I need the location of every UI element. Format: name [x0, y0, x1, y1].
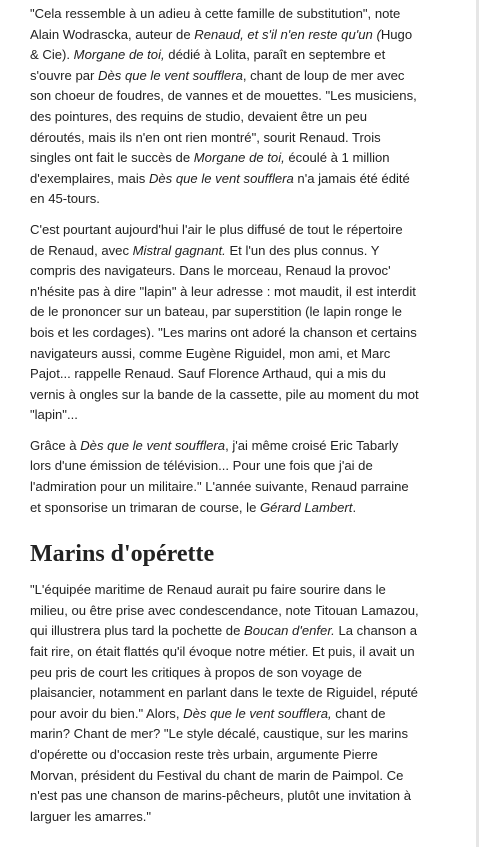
text-run: dédié à Lolita, paraît en septembre et [164, 47, 386, 63]
text-line [30, 456, 460, 477]
text-run: "L'équipée maritime de Renaud aurait pu faire sourire dans le [30, 582, 386, 598]
text-run: en 45-tours. [30, 191, 100, 207]
paragraph [30, 580, 460, 827]
text-line [30, 786, 460, 807]
text-run: , j'ai même croisé Eric Tabarly [225, 437, 399, 453]
text-run: C'est pourtant aujourd'hui l'air le plus diffusé de tout le répertoire [30, 221, 403, 237]
text-run: La chanson a [334, 623, 418, 639]
text-run: larguer les amarres." [30, 808, 152, 824]
text-line [30, 4, 460, 25]
text-run: son choeur de foudres, de vannes et de mouettes. "Les musiciens, [30, 88, 417, 104]
text-run: Pajot... rappelle Renaud. Sauf Florence Arthaud, qui a mis du [30, 366, 386, 382]
text-line [30, 261, 460, 282]
text-run: peu pris de court les critiques à propos de son voyage de [30, 664, 362, 680]
paragraph [30, 4, 460, 210]
text-line [30, 704, 460, 725]
italic-title: Dès que le vent soufflera [80, 437, 226, 453]
text-run: d'opérette ou d'occasion reste très urbain, argumente Pierre [30, 747, 378, 762]
italic-title: Dès que le vent soufflera, [183, 705, 332, 721]
text-line [30, 220, 460, 241]
text-run: de Renaud, avec [30, 242, 133, 258]
text-line [30, 724, 460, 745]
text-run: l'admiration pour un militaire." L'année suivante, Renaud parraine [30, 479, 409, 495]
text-run: Hugo [380, 26, 413, 42]
text-line [30, 189, 460, 210]
text-run: Grâce à [30, 437, 81, 453]
text-run: de le prononcer sur un bateau, par superstition (le lapin ronge le [30, 304, 402, 320]
article-body-top [30, 4, 479, 518]
italic-title: Mistral gagnant. [132, 242, 226, 258]
italic-title: Gérard Lambert [260, 499, 353, 515]
article-body-bottom [30, 580, 479, 827]
text-run: Alain Wodrascka, auteur de [30, 26, 195, 42]
text-line [30, 385, 460, 406]
text-line [30, 302, 460, 323]
text-run: bois et les cordages). "Les marins ont adoré la chanson et certains [30, 324, 417, 340]
text-run: lors d'une émission de télévision... Pour une fois que j'ai de [30, 458, 373, 474]
text-line [30, 601, 460, 622]
text-line [30, 580, 460, 601]
text-line [30, 86, 460, 107]
text-run: déroutés, mais ils n'en ont rien montré", sourit Renaud. Trois [30, 129, 381, 145]
text-run: n'a jamais été édité [293, 170, 410, 186]
italic-title: Boucan d'enfer. [244, 623, 335, 639]
text-run: milieu, ou être prise avec condescendance, note Titouan Lamazou, [30, 602, 419, 618]
text-run: navigateurs aussi, comme Eugène Riguidel, mon ami, et Marc [30, 345, 391, 361]
text-run: plaisancier, notamment en parlant dans le texte de Riguidel, réputé [30, 685, 418, 701]
italic-title: Renaud, et s'il n'en reste qu'un ( [194, 26, 381, 42]
text-line [30, 621, 460, 642]
text-run: écoulé à 1 million [284, 150, 390, 166]
text-run: s'ouvre par [30, 67, 99, 83]
text-run: n'hésite pas à dire "lapin" à leur adresse : mot maudit, il est interdit [30, 283, 416, 299]
text-line [30, 128, 460, 149]
italic-title: Dès que le vent soufflera [98, 67, 243, 83]
text-run: singles ont fait le succès de [30, 150, 194, 166]
italic-title: Morgane de toi, [73, 47, 165, 63]
text-line [30, 25, 460, 46]
text-line [30, 282, 460, 303]
text-run: des pointures, des requins de studio, devaient être un peu [30, 108, 368, 124]
text-run: "lapin"... [30, 407, 78, 423]
text-line [30, 498, 460, 519]
text-run: Et l'un des plus connus. Y [225, 242, 380, 258]
paragraph [30, 220, 460, 426]
text-line [30, 45, 460, 66]
text-line [30, 642, 460, 663]
text-line [30, 807, 460, 828]
text-line [30, 66, 460, 87]
text-run: qui illustrera plus tard la pochette de [30, 623, 244, 639]
italic-title: Dès que le vent soufflera [148, 170, 294, 186]
italic-title: Morgane de toi, [193, 150, 285, 166]
text-run: . [352, 499, 357, 515]
text-run: fait rire, on était flattés qu'il évoque notre métier. Et puis, il avait un [30, 644, 415, 660]
text-line [30, 405, 460, 426]
text-run: chant de [331, 705, 386, 721]
text-line [30, 323, 460, 344]
text-line [30, 148, 460, 169]
text-run: Morvan, président du Festival du chant de marin de Paimpol. Ce [30, 767, 404, 783]
text-line [30, 364, 460, 385]
text-run: marin? Chant de mer? "Le style décalé, caustique, sur les marins [30, 726, 408, 742]
text-line [30, 241, 460, 262]
text-run: pour avoir du bien." Alors, [30, 705, 184, 721]
text-line [30, 663, 460, 684]
text-line [30, 766, 460, 787]
text-line [30, 344, 460, 365]
text-run: , chant de loup de mer avec [242, 67, 405, 83]
text-line [30, 745, 460, 766]
text-line [30, 477, 460, 498]
text-line [30, 107, 460, 128]
paragraph [30, 436, 460, 518]
text-run: d'exemplaires, mais [30, 170, 149, 186]
text-run: compris des navigateurs. Dans le morceau, Renaud la provoc' [30, 263, 391, 279]
text-run: vernis à ongles sur la bande de la cassette, pile au moment du mot [30, 386, 419, 402]
text-run: "Cela ressemble à un adieu à cette famille de substitution", note [30, 6, 401, 21]
text-run: & Cie). [30, 47, 74, 63]
text-run: et sponsorise un trimaran de course, le [30, 499, 260, 515]
text-line [30, 683, 460, 704]
text-line [30, 436, 460, 457]
text-line [30, 169, 460, 190]
text-run: n'est pas une chanson de marins-pêcheurs, plutôt une invitation à [30, 788, 412, 804]
section-heading: Marins d'opérette [30, 541, 215, 568]
